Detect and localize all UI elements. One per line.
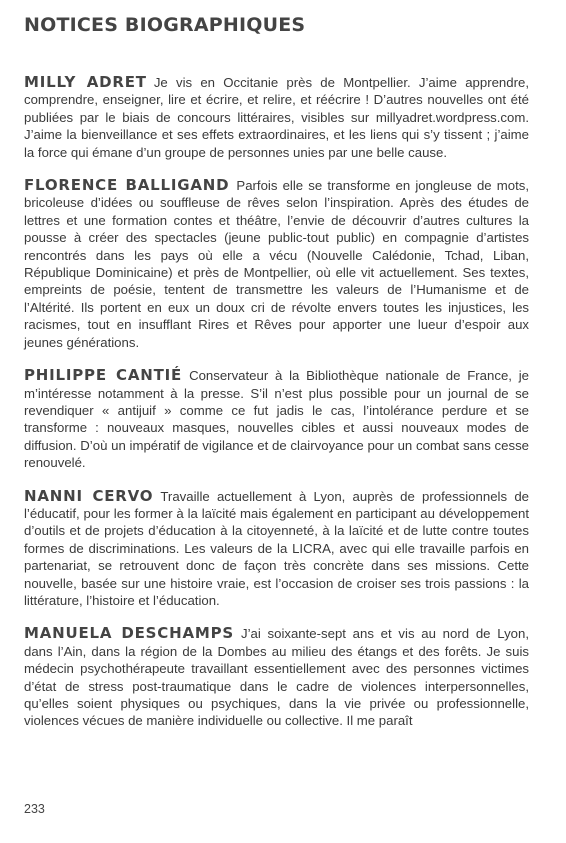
bio-entry-deschamps — [24, 625, 529, 729]
bio-name: NANNI CERVO — [24, 486, 154, 505]
bio-text: Je vis en Occitanie près de Montpellier. J’aime apprendre, comprendre, enseigner, lire et écrire, et relire, et réécrire ! D’autres nouvelles ont été publiées par le biais de concours littéraires, visibles sur millyadret.wordpress.com. J’aime la bienveillance et ses effets extraordinaires, et les liens qui s’y tissent ; j’aime la force qui émane d’un groupe de personnes unies par une belle cause. — [24, 75, 529, 160]
bio-entry-adret — [24, 74, 529, 161]
bio-text: Conservateur à la Bibliothèque nationale de France, je m’intéresse notamment à la presse. S’il n’est plus possible pour un journal de se revendiquer « antijuif » comme ce fut jadis le cas, l’intolérance perdure et se transforme : nouveaux masques, nouvelles cibles et aussi nouveaux modes de diffusion. D’où un impératif de vigilance et de clairvoyance pour un combat sans cesse renouvelé. — [24, 368, 529, 471]
bio-name: MANUELA DESCHAMPS — [24, 624, 234, 643]
bio-text: Parfois elle se transforme en jongleuse de mots, bricoleuse d’idées ou souffleuse de rêves selon l’inspiration. Après des études de lettres et une formation contes et théâtre, l’envie de découvrir d’autres cultures la pousse à créer des spectacles (jeune public-tout public) en compagnie d’artistes rencontrés dans les pays où elle a vécu (Nouvelle Calédonie, Tchad, Liban, République Dominicaine) et près de Montpellier, où elle vit actuellement. Ses textes, empreints de poésie, tentent de transmettre les valeurs de l’Humanisme et de l’Altérité. Ils portent en eux un doux cri de révolte envers toutes les injustices, les racismes, tout en insufflant Rires et Rêves pour apporter une lueur d’espoir aux jeunes générations. — [24, 178, 529, 350]
bio-entry-balligand — [24, 177, 529, 351]
bio-name: PHILIPPE CANTIÉ — [24, 366, 183, 385]
bio-text: J’ai soixante-sept ans et vis au nord de Lyon, dans l’Ain, dans la région de la Dombes au milieu des étangs et des forêts. Je suis médecin psychothérapeute travaillant essentiellement avec des personnes victimes d’état de stress post-traumatique dans le cadre de violences interpersonnelles, qu’elles soient physiques ou psychiques, dans la vie privée ou professionnelle, violences vécues de manière individuelle ou collective. Il me paraît — [24, 626, 529, 729]
bio-text: Travaille actuellement à Lyon, auprès de professionnels de l’éducatif, pour les former à la laïcité mais également en participant au développement d’outils et de projets d’éducation à la citoyenneté, à la laïcité et de lutte contre toutes formes de discriminations. Les valeurs de la LICRA, avec qui elle travaille parfois en partenariat, se retrouvent donc de façon très concrète dans ses missions. Cette nouvelle, basée sur une histoire vraie, est l’occasion de croiser ses trois passions : la littérature, l’histoire et l’éducation. — [24, 488, 529, 608]
bio-name: FLORENCE BALLIGAND — [24, 176, 230, 195]
bio-name: MILLY ADRET — [24, 73, 147, 91]
page-number: 233 — [24, 802, 45, 816]
bio-entry-cantie — [24, 367, 529, 471]
bio-entry-cervo — [24, 488, 529, 610]
page-title: NOTICES BIOGRAPHIQUES — [24, 14, 306, 36]
